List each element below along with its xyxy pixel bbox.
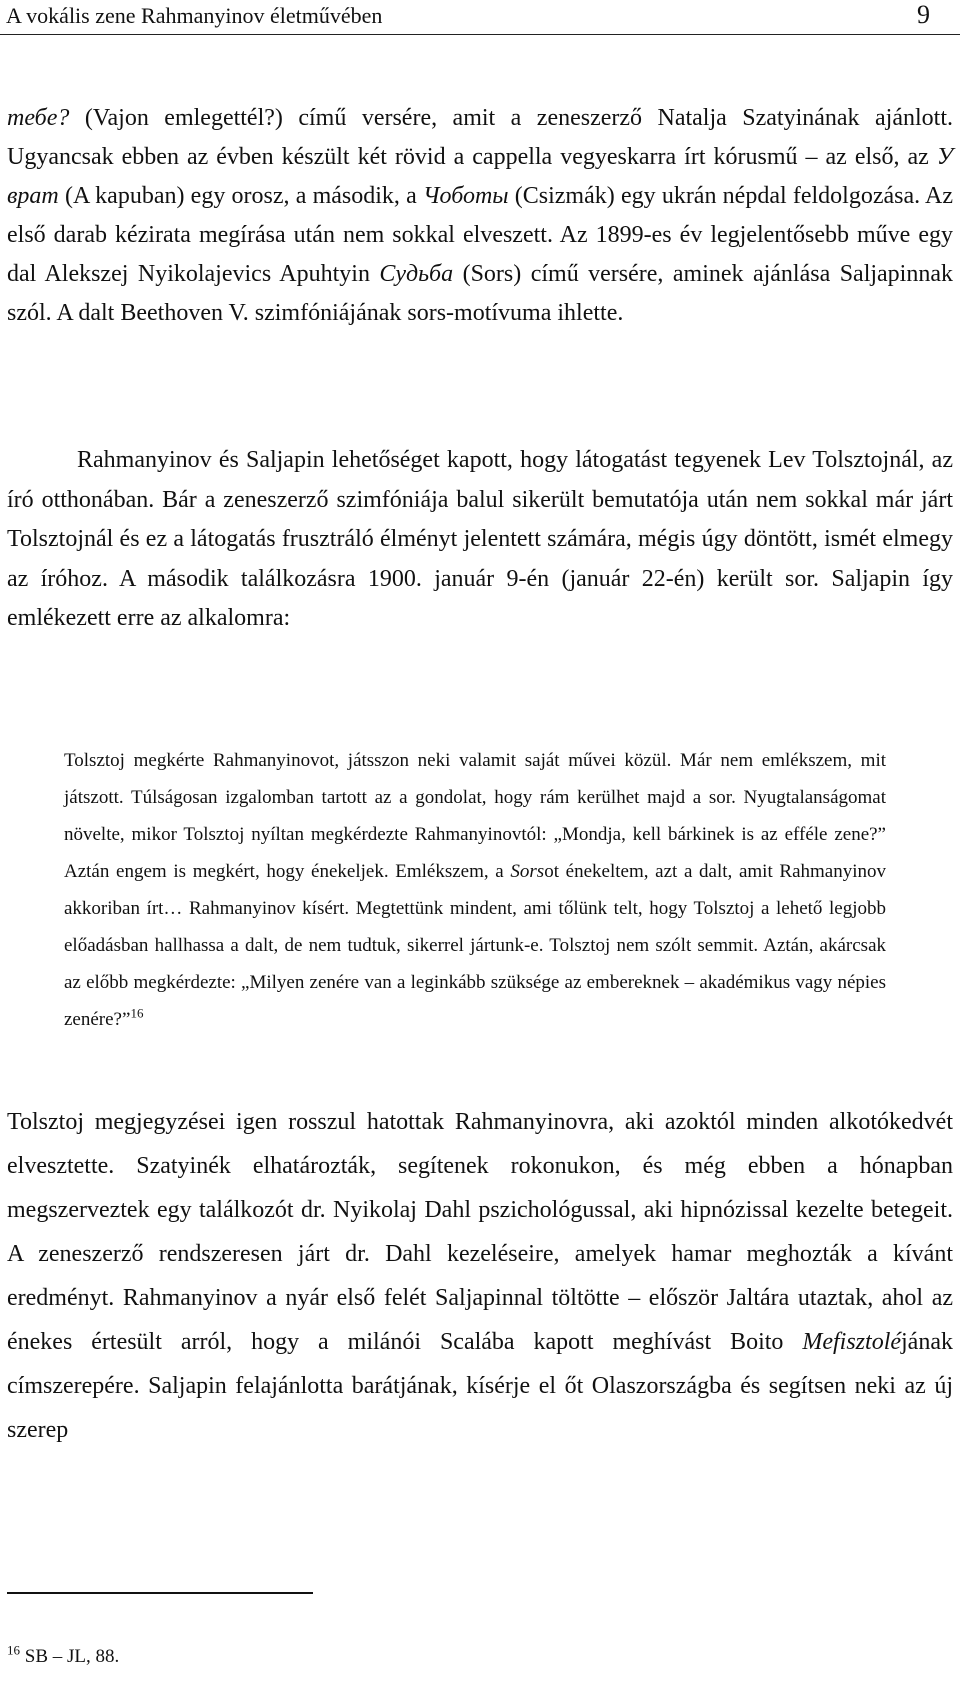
footnote bbox=[7, 1642, 120, 1668]
poem-title-tebe: тебе? bbox=[7, 105, 70, 131]
paragraph-3-text-a: Tolsztoj megjegyzései igen rosszul hatottak Rahmanyinovra, aki azoktól minden alkotókedvét elvesztette. Szatyinék elhatározták, segítenek rokonukon, és még ebben a hónapban megszerveztek egy találkozót dr. Nyikolaj Dahl pszichológussal, aki hipnózissal kezelte betegeit. A zeneszerző rendszeresen járt dr. Dahl kezeléseire, amelyek hamar meghozták a kívánt eredményt. Rahmanyinov a nyár első felét Saljapinnal töltötte – először Jaltára utaztak, ahol az énekes értesült arról, hogy a milánói Scalába kapott meghívást Boito bbox=[7, 1109, 953, 1355]
footnote-reference[interactable]: 16 bbox=[130, 1005, 144, 1021]
paragraph-1 bbox=[7, 99, 953, 333]
work-title-u-vrat: У врат bbox=[7, 144, 953, 209]
footnote-number: 16 bbox=[7, 1642, 20, 1658]
work-title-choboty: Чоботы bbox=[423, 183, 509, 209]
quote-text-b: ot énekeltem, azt a dalt, amit Rahmanyinov akkoriban írt… Rahmanyinov kísért. Megtettünk mindent, ami tőlünk telt, hogy Tolsztoj a lehető legjobb előadásban hallhassa a dalt, de nem tudtuk, sikerrel jártunk-e. Tolsztoj nem szólt semmit. Aztán, akárcsak az előbb megkérdezte: „Milyen zenére van a leginkább szüksége az embereknek – akadémikus vagy népies zenére?” bbox=[64, 861, 886, 1030]
running-header bbox=[0, 0, 960, 35]
footnote-text: SB – JL, 88. bbox=[20, 1646, 120, 1667]
block-quote bbox=[64, 742, 886, 1038]
paragraph-1-text-d: (Sors) című versére, aminek ajánlása Saljapinnak szól. A dalt Beethoven V. szimfóniájának sors-motívuma ihlette. bbox=[7, 261, 953, 326]
quote-text-a: Tolsztoj megkérte Rahmanyinovot, játsszon neki valamit saját művei közül. Már nem emlékszem, mit játszott. Túlságosan izgalomban tartott az a gondolat, hogy rám kerülhet majd a sor. Nyugtalanságomat növelte, mikor Tolsztoj nyíltan megkérdezte Rahmanyinovtól: „Mondja, kell bárkinek is az efféle zene?” Aztán engem is megkért, hogy énekeljek. Emlékszem, a bbox=[64, 750, 886, 882]
footnote-divider bbox=[7, 1592, 313, 1594]
paragraph-3-text-b: jának címszerepére. Saljapin felajánlotta barátjának, kísérje el őt Olaszországba és segítsen neki az új szerep bbox=[7, 1329, 953, 1443]
work-title-mefisztole: Mefisztolé bbox=[802, 1329, 902, 1355]
paragraph-1-text-c: (Csizmák) egy ukrán népdal feldolgozása. Az első darab kézirata megírása után nem sokkal elveszett. Az 1899-es év legjelentősebb műve egy dal Alekszej Nyikolajevics Apuhtyin bbox=[7, 183, 953, 287]
page-number: 9 bbox=[917, 0, 930, 29]
running-title: A vokális zene Rahmanyinov életművében bbox=[6, 3, 383, 28]
paragraph-2: Rahmanyinov és Saljapin lehetőséget kapott, hogy látogatást tegyenek Lev Tolsztojnál, az író otthonában. Bár a zeneszerző szimfóniája balul sikerült bemutatója után nem sokkal már járt Tolsztojnál és ez a látogatás frusztráló élményt jelentett számára, mégis úgy döntött, ismét elmegy az íróhoz. A második találkozásra 1900. január 9-én (január 22-én) került sor. Saljapin így emlékezett erre az alkalomra: bbox=[7, 447, 953, 631]
quote-work-title-sors: Sors bbox=[510, 861, 545, 882]
work-title-sudba: Судьба bbox=[379, 261, 454, 287]
paragraph-1-text-a: (Vajon emlegettél?) című versére, amit a zeneszerző Natalja Szatyinának ajánlott. Ugyancsak ebben az évben készült két rövid a cappella vegyeskarra írt kórusmű – az első, az bbox=[7, 105, 953, 170]
paragraph-3 bbox=[7, 1100, 953, 1452]
paragraph-1-text-b: (A kapuban) egy orosz, a második, a bbox=[58, 183, 423, 209]
